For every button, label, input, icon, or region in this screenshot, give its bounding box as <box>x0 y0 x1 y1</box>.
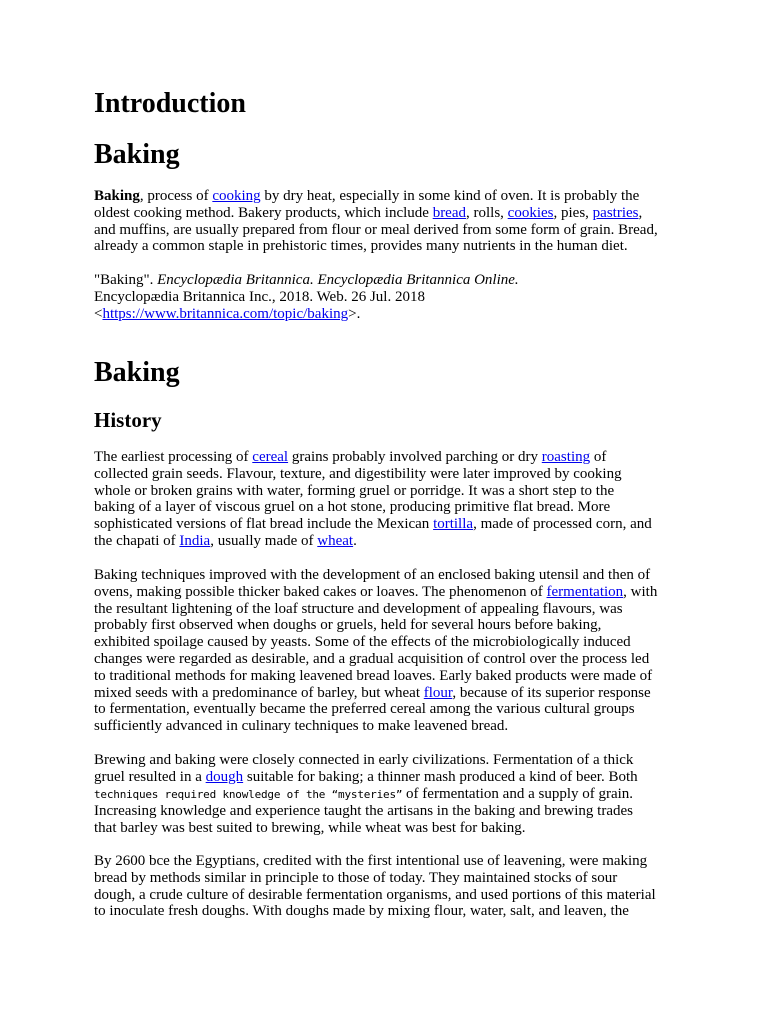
link-cereal[interactable]: cereal <box>252 449 289 465</box>
heading-history: History <box>94 408 162 432</box>
paragraph-history-1: The earliest processing of cereal grains probably involved parching or dry roasting of collected grain seeds. Flavour, texture, and digestibility were later improved by cooking whole or broken grains with water, forming gruel or porridge. It was a short step to the baking of a layer of viscous gruel on a hot stone, producing primitive flat bread. More sophisticated versions of flat bread include the Mexican tortilla, made of processed corn, and the chapati of India, usually made of wheat. <box>94 449 652 549</box>
paragraph-history-4: By 2600 bce the Egyptians, credited with the first intentional use of leavening, were making bread by methods similar in principle to those of today. They maintained stocks of sour dough, a crude culture of desirable fermentation organisms, and used portions of this material to inoculate fresh doughs. With doughs made by mixing flour, water, salt, and leaven, the <box>94 853 656 920</box>
citation-source: Encyclopædia Britannica. Encyclopædia Britannica Online. <box>157 272 519 288</box>
link-wheat[interactable]: wheat <box>317 532 354 549</box>
link-britannica-url[interactable]: https://www.britannica.com/topic/baking <box>102 305 349 322</box>
link-bread[interactable]: bread <box>432 204 466 221</box>
link-flour[interactable]: flour <box>423 684 453 701</box>
heading-baking-2: Baking <box>94 357 180 388</box>
paragraph-history-2: Baking techniques improved with the development of an enclosed baking utensil and then of ovens, making possible thicker baked cakes or loaves. The phenomenon of fermentation, with the resultant lightening of the loaf structure and development of appealing flavours, was probably first observed when doughs or gruels, held for several hours before baking, exhibited spoilage caused by yeasts. Some of the effects of the microbiologically induced changes were regarded as desirable, and a gradual acquisition of control over the process led to traditional methods for making leavened bread loaves. Early baked products were made of mixed seeds with a predominance of barley, but wheat flour, because of its superior response to fermentation, eventually became the preferred cereal among the various cultural groups sufficiently advanced in culinary techniques to make leavened bread. <box>94 567 658 735</box>
heading-baking: Baking <box>94 139 180 170</box>
term-baking: Baking <box>94 188 140 204</box>
link-cooking[interactable]: cooking <box>212 188 261 204</box>
link-roasting[interactable]: roasting <box>541 449 591 465</box>
link-dough[interactable]: dough <box>205 768 244 785</box>
link-pastries[interactable]: pastries <box>592 204 639 221</box>
link-tortilla[interactable]: tortilla <box>433 516 474 533</box>
link-india[interactable]: India <box>179 532 211 549</box>
paragraph-definition: Baking, process of cooking by dry heat, especially in some kind of oven. It is probably the oldest cooking method. Bakery products, which include bread, rolls, cookies, pies, pastries, and muffins, are usually prepared from flour or meal derived from some form of grain. Bread, already a common staple in prehistoric times, provides many nutrients in the human diet. <box>94 188 658 255</box>
citation-block: "Baking". Encyclopædia Britannica. Encyclopædia Britannica Online. Encyclopædia Britannica Inc., 2018. Web. 26 Jul. 2018 <https://www.britannica.com/topic/baking>. <box>94 272 519 322</box>
link-fermentation[interactable]: fermentation <box>546 583 624 600</box>
paragraph-history-3: Brewing and baking were closely connected in early civilizations. Fermentation of a thick gruel resulted in a dough suitable for baking; a thinner mash produced a kind of beer. Both techniques required knowledge of the “mysteries” of fermentation and a supply of grain. Increasing knowledge and experience taught the artisans in the baking and brewing trades that barley was best suited to brewing, while wheat was best for baking. <box>94 752 638 837</box>
link-cookies[interactable]: cookies <box>507 204 554 221</box>
heading-introduction: Introduction <box>94 88 246 119</box>
